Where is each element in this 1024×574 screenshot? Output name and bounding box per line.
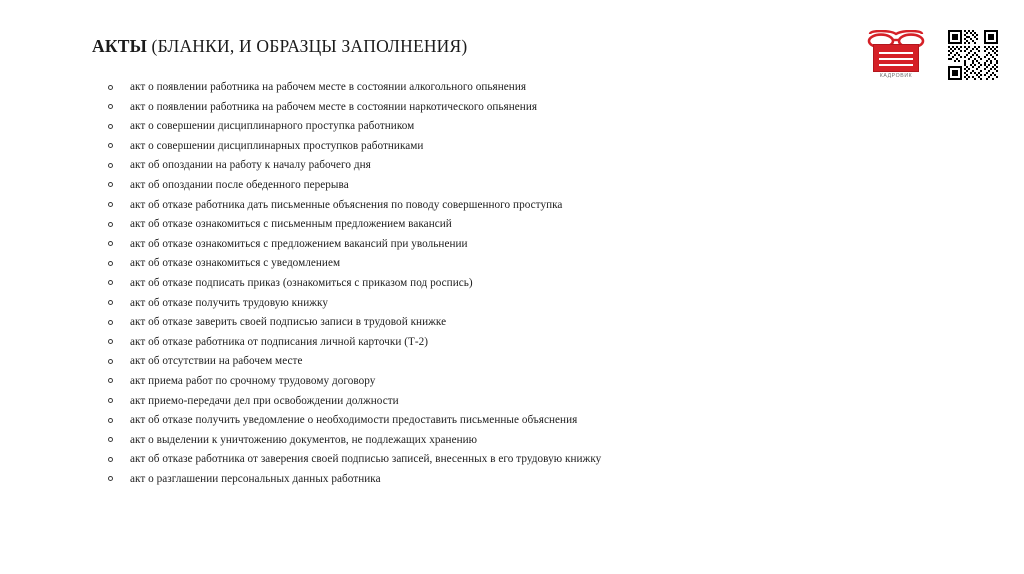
list-item-label: акт об отказе ознакомиться с предложением вакансий при увольнении [130,237,468,250]
list-item [92,392,712,412]
bullet-circle-icon [108,104,113,109]
list-item-label: акт о появлении работника на рабочем месте в состоянии наркотического опьянения [130,100,538,113]
list-item [92,333,712,353]
acts-list [92,78,712,489]
bullet-circle-icon [108,320,113,325]
bullet-circle-icon [108,280,113,285]
list-item [92,294,712,314]
list-item-label: акт об отказе заверить своей подписью записи в трудовой книжке [130,316,447,329]
bullet-circle-icon [108,163,113,168]
list-item-label: акт об отказе получить трудовую книжку [130,296,328,309]
bullet-circle-icon [108,261,113,266]
bullet-circle-icon [108,339,113,344]
list-item-label: акт об отказе подписать приказ (ознакомиться с приказом под роспись) [130,276,473,289]
list-item [92,98,712,118]
bullet-circle-icon [108,202,113,207]
list-item-label: акт об опоздании на работу к началу рабочего дня [130,159,371,172]
list-item [92,117,712,137]
list-item [92,137,712,157]
list-item-label: акт об отказе работника дать письменные объяснения по поводу совершенного проступка [130,198,563,211]
bullet-circle-icon [108,437,113,442]
bullet-circle-icon [108,398,113,403]
bullet-circle-icon [108,457,113,462]
list-item-label: акт об отказе работника от подписания личной карточки (Т-2) [130,335,429,348]
list-item [92,215,712,235]
list-item [92,372,712,392]
list-item-label: акт об отказе ознакомиться с письменным предложением вакансий [130,218,452,231]
bullet-circle-icon [108,300,113,305]
book-icon [873,44,919,72]
page-title [92,36,467,57]
list-item [92,235,712,255]
list-item-label: акт об опоздании после обеденного перерыва [130,178,349,191]
list-item-label: акт приемо-передачи дел при освобождении должности [130,394,399,407]
list-item-label: акт приема работ по срочному трудовому договору [130,374,376,387]
brand-logo [863,30,929,82]
bullet-circle-icon [108,359,113,364]
list-item-label: акт об отказе работника от заверения своей подписью записей, внесенных в его трудовую книжку [130,453,602,466]
bullet-circle-icon [108,476,113,481]
list-item-label: акт о появлении работника на рабочем месте в состоянии алкогольного опьянения [130,81,527,93]
bullet-circle-icon [108,85,113,90]
list-item [92,313,712,333]
list-item [92,450,712,470]
list-item [92,176,712,196]
list-item [92,156,712,176]
page-title-rest: (БЛАНКИ, И ОБРАЗЦЫ ЗАПОЛНЕНИЯ) [146,36,468,56]
list-item-label: акт о совершении дисциплинарных проступков работниками [130,139,424,152]
list-item-label: акт об отсутствии на рабочем месте [130,355,303,368]
bullet-circle-icon [108,182,113,187]
bullet-circle-icon [108,378,113,383]
bullet-circle-icon [108,124,113,129]
list-item [92,196,712,216]
list-item-label: акт о выделении к уничтожению документов, не подлежащих хранению [130,433,478,446]
list-item-label: акт о разглашении персональных данных работника [130,472,381,485]
bullet-circle-icon [108,418,113,423]
list-item-label: акт о совершении дисциплинарного проступка работником [130,120,415,133]
bullet-circle-icon [108,222,113,227]
list-item-label: акт об отказе ознакомиться с уведомлением [130,257,341,270]
list-item-label: акт об отказе получить уведомление о необходимости предоставить письменные объяснения [130,414,578,427]
list-item [92,352,712,372]
list-item [92,411,712,431]
logo-caption: КАДРОВИК [879,73,913,79]
bullet-circle-icon [108,143,113,148]
page-title-bold: АКТЫ [92,36,147,56]
qr-code-icon [948,30,998,80]
list-item [92,470,712,490]
list-item [92,431,712,451]
list-item [92,254,712,274]
list-item [92,78,712,98]
list-item [92,274,712,294]
bullet-circle-icon [108,241,113,246]
